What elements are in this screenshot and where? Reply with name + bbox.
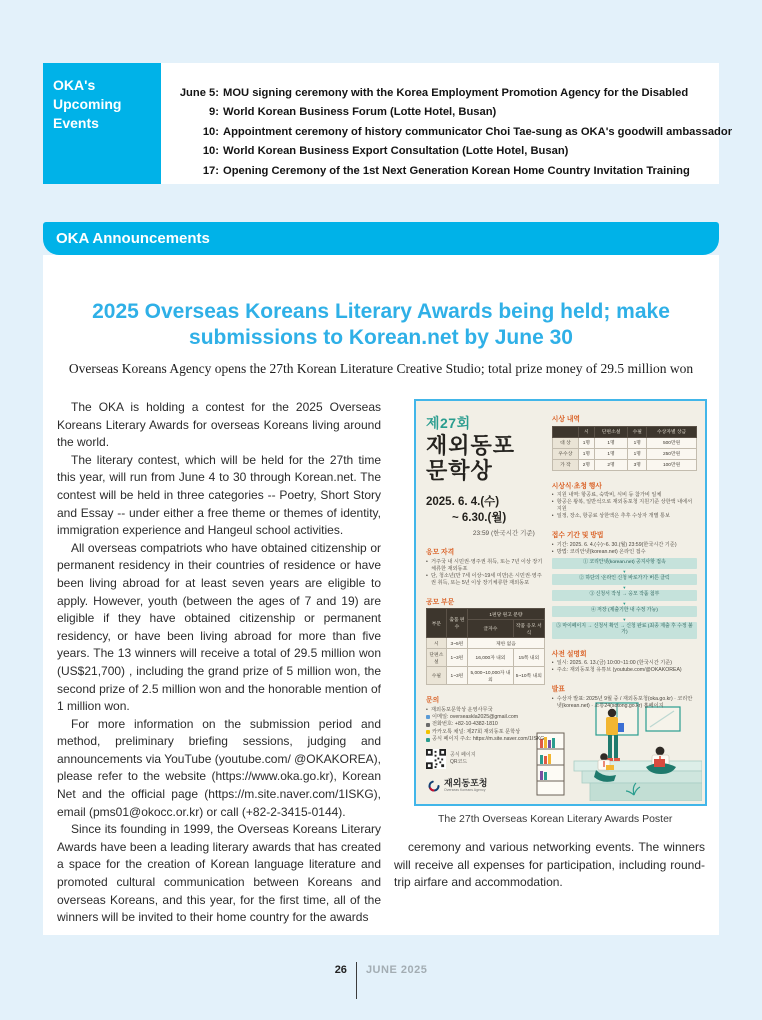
poster-ceremony-bullet: • 항공은 왕복, 일반석으로 재외동포청 지원기준 상한액 내에서 지원: [552, 499, 697, 513]
poster-briefing-heading: 사전 설명회: [551, 650, 587, 658]
event-date: 9:: [209, 106, 219, 119]
article-paragraph: The OKA is holding a contest for the 2025 Overseas Koreans Literary Awards for overseas Koreans living around the world.: [57, 400, 381, 450]
agency-logo-subtext: Overseas Koreans Agency: [444, 788, 486, 792]
poster-contact-line: 전화번호: +82-10-4382-1810: [426, 721, 545, 729]
event-item: [178, 162, 711, 181]
article-paragraph: Since its founding in 1999, the Overseas Koreans Literary Awards have been a leading literary awards that has created a space for the creation of Korean language literature and promoted cultural communication between Koreans and overseas Koreans, and this year, for the first time, all of the winners will be invited to their home country for the awards: [57, 822, 381, 925]
poster-contact-heading: 문의: [426, 697, 440, 704]
upcoming-events-title-line: Upcoming: [53, 96, 122, 112]
upcoming-events-title-line: OKA's: [53, 77, 96, 93]
poster-date-note: 23:59 (한국시간 기준): [472, 530, 535, 537]
article-column-right: [394, 399, 705, 927]
poster-contact-line: 공식 페이지 주소: https://m.site.naver.com/1ISKG: [426, 736, 545, 744]
poster-contact-office: • 재외동포문학상 운영사무국: [426, 707, 545, 714]
event-text: Appointment ceremony of history communicator Choi Tae-sung as OKA's goodwill ambassador: [223, 125, 733, 138]
event-date: 10:: [202, 125, 219, 138]
qr-code: [426, 749, 446, 769]
poster-left-column: [426, 413, 545, 769]
article-paragraph: All overseas compatriots who have obtained citizenship or permanent residency in their countries of residence or have been living abroad for at least seven years are eligible to apply. However, youth (between the ages of 7 and 19) are eligible if they have obtained citizenship or permanent residency, or have been living abroad for more than five years. The 13 winners will receive a total of 29.5 million won (US$21,700) , including the grand prize of 5 million won, the second prize of 2.5 million won and the honorable mention of 1 million won.: [57, 540, 381, 714]
event-item: [178, 84, 711, 103]
poster-figure: [414, 399, 707, 825]
poster-categories-heading: 공모 부문: [426, 598, 455, 606]
poster-right-column: [552, 413, 697, 769]
apply-step: ④ 저장 (제출기한 내 수정 가능): [552, 606, 697, 617]
announcements-banner: [43, 222, 719, 255]
poster-apply-steps: [552, 558, 697, 639]
poster: [414, 399, 707, 806]
step-arrow-icon: [552, 617, 697, 622]
event-item: [178, 123, 733, 142]
step-arrow-icon: [552, 569, 697, 574]
event-item: [178, 103, 711, 122]
kakao-icon: [426, 730, 430, 734]
poster-title: 재외동포 문학상: [426, 433, 516, 483]
email-icon: [426, 715, 430, 719]
phone-icon: [426, 723, 430, 727]
poster-apply-bullet: • 기간: 2025. 6. 4.(수)~6. 30.(월) 23:59(한국시간 기준): [552, 542, 697, 549]
agency-logo: [428, 779, 487, 792]
announcements-banner-title: OKA Announcements: [56, 230, 210, 247]
article-columns: [57, 399, 705, 927]
poster-eligibility-bullet: • 거주국 내 시민권·영주권 취득, 또는 7년 이상 장기체류한 재외동포: [426, 559, 545, 573]
apply-step: ⑤ 마이페이지 → 신청서 확인 → 신청 완료 (최종 제출 후 수정 불가): [552, 622, 697, 639]
step-arrow-icon: [552, 601, 697, 606]
article-paragraph: For more information on the submission period and method, preliminary briefing sessions, judging and announcements via YouTube (youtube.com/ @OKAKOREA), please refer to the website (https://www.oka.go.kr), Korean Net and the official page (https://m.site.naver.com/1ISKG), email (pms01@okocc.or.kr) or call (+82-2-3415-0144).: [57, 716, 381, 819]
poster-prizes-heading: 시상 내역: [551, 416, 580, 423]
poster-briefing-bullet: • 일시: 2025. 6. 13.(금) 10:00~11:00 (한국시간 기준): [552, 660, 697, 667]
page-number: 26: [334, 964, 347, 976]
apply-step: ② 하단의 '온라인 신청 바로가기' 버튼 클릭: [552, 574, 697, 585]
poster-announcement-bullet: • 수상자 발표: 2025년 9월 중 / 재외동포청(oka.go.kr) · 코리안넷(korean.net) · 소통24(sotong.go.kr) 홈페이지: [552, 696, 697, 710]
article-column-left: [57, 399, 381, 927]
poster-caption: The 27th Overseas Korean Literary Awards Poster: [438, 813, 673, 825]
poster-date-end: ~ 6.30.(월): [452, 512, 507, 524]
poster-qr-block: [426, 749, 545, 769]
article-paragraph: The literary contest, which will be held for the 27th time this year, will run from June 4 to 30 through Korean.net. The contest will be held in three categories -- Poetry, Short Story and Essay -- under either a free theme or themes of identity, immigration experience and Hangeul school activities.: [57, 452, 381, 538]
page-footer: [0, 962, 762, 999]
poster-apply-heading: 접수 기간 및 방법: [551, 532, 604, 539]
qr-label: 공식 페이지 QR코드: [450, 752, 476, 765]
link-icon: [426, 738, 430, 742]
event-text: MOU signing ceremony with the Korea Employment Promotion Agency for the Disabled: [223, 87, 689, 99]
apply-step: ① 코리안넷(korean.net) 공지사항 접속: [552, 558, 697, 569]
article-paragraph: ceremony and various networking events. The winners will receive all expenses for participation, including round-trip airfare and accommodation.: [394, 840, 705, 890]
poster-ceremony-heading: 시상식·초청 행사: [551, 482, 602, 490]
poster-briefing-bullet: • 주소: 재외동포청 유튜브 (youtube.com/@OKAKOREA): [552, 667, 697, 674]
event-text: World Korean Business Export Consultation (Lotte Hotel, Busan): [223, 145, 569, 158]
issue-label: JUNE 2025: [365, 964, 428, 976]
upcoming-events-title-line: Events: [53, 115, 99, 131]
upcoming-events-list: [161, 63, 733, 184]
upcoming-events-title-box: [43, 63, 161, 184]
poster-categories-table: 부문 출품 편수 1편당 원고 분량 글자수 작품 응모 서식 시 3~5편 제한 없음 단편소설 1~3편 16,000자 내외 15쪽 내외 수필 1~3편 5,000~10,000자 내외 5~10쪽 내외: [426, 608, 545, 685]
event-text: Opening Ceremony of the 1st Next Generation Korean Home Country Invitation Training: [223, 164, 690, 177]
poster-eligibility-heading: 응모 자격: [426, 549, 455, 556]
event-item: [178, 142, 711, 161]
poster-ceremony-bullet: • 지원 내역: 항공료, 숙박비, 식비 등 참가비 일체: [552, 492, 697, 499]
agency-logo-text: 재외동포청: [444, 778, 488, 788]
footer-divider: [356, 962, 357, 999]
article-title: 2025 Overseas Koreans Literary Awards being held; make submissions to Korean.net by June 30: [92, 300, 670, 349]
government-emblem-icon: [428, 780, 440, 792]
apply-step: ③ 신청서 작성 → 응모 작품 첨부: [552, 590, 697, 601]
poster-date-start: 2025. 6. 4.(수): [426, 496, 500, 508]
event-date: 17:: [202, 164, 219, 177]
poster-eligibility-bullet: • 단, 청소년(만 7세 이상~19세 미만)은 시민권·영주권 취득, 또는 5년 이상 장기체류한 재외동포: [426, 573, 545, 587]
article-card: [43, 255, 719, 935]
event-date: 10:: [202, 145, 219, 158]
poster-ceremony-bullet: • 일정, 장소, 항공료 상한액은 추후 수상자 개별 통보: [552, 513, 697, 520]
poster-contact-line: 이메일: overseaskla2025@gmail.com: [426, 714, 545, 722]
article-subtitle: Overseas Koreans Agency opens the 27th Korean Literature Creative Studio; total prize money of 29.5 million won: [68, 361, 694, 376]
poster-contact-line: 카카오톡 채널: 제27회 재외동포 문학상: [426, 729, 545, 737]
poster-announcement-heading: 발표: [551, 686, 565, 693]
poster-edition: 제27회: [426, 415, 471, 431]
poster-prizes-table: 시 단편소설 수필 수상자별 상금 대 상 1명 1명 1명 500만원 우수상 1명 1명 1명 250만원 가 작 2명 2명 3명 100만원: [552, 426, 697, 471]
poster-apply-bullet: • 방법: 코리안넷(korean.net) 온라인 접수: [552, 549, 697, 556]
step-arrow-icon: [552, 585, 697, 590]
event-date: June 5:: [179, 87, 219, 99]
event-text: World Korean Business Forum (Lotte Hotel, Busan): [223, 106, 497, 119]
